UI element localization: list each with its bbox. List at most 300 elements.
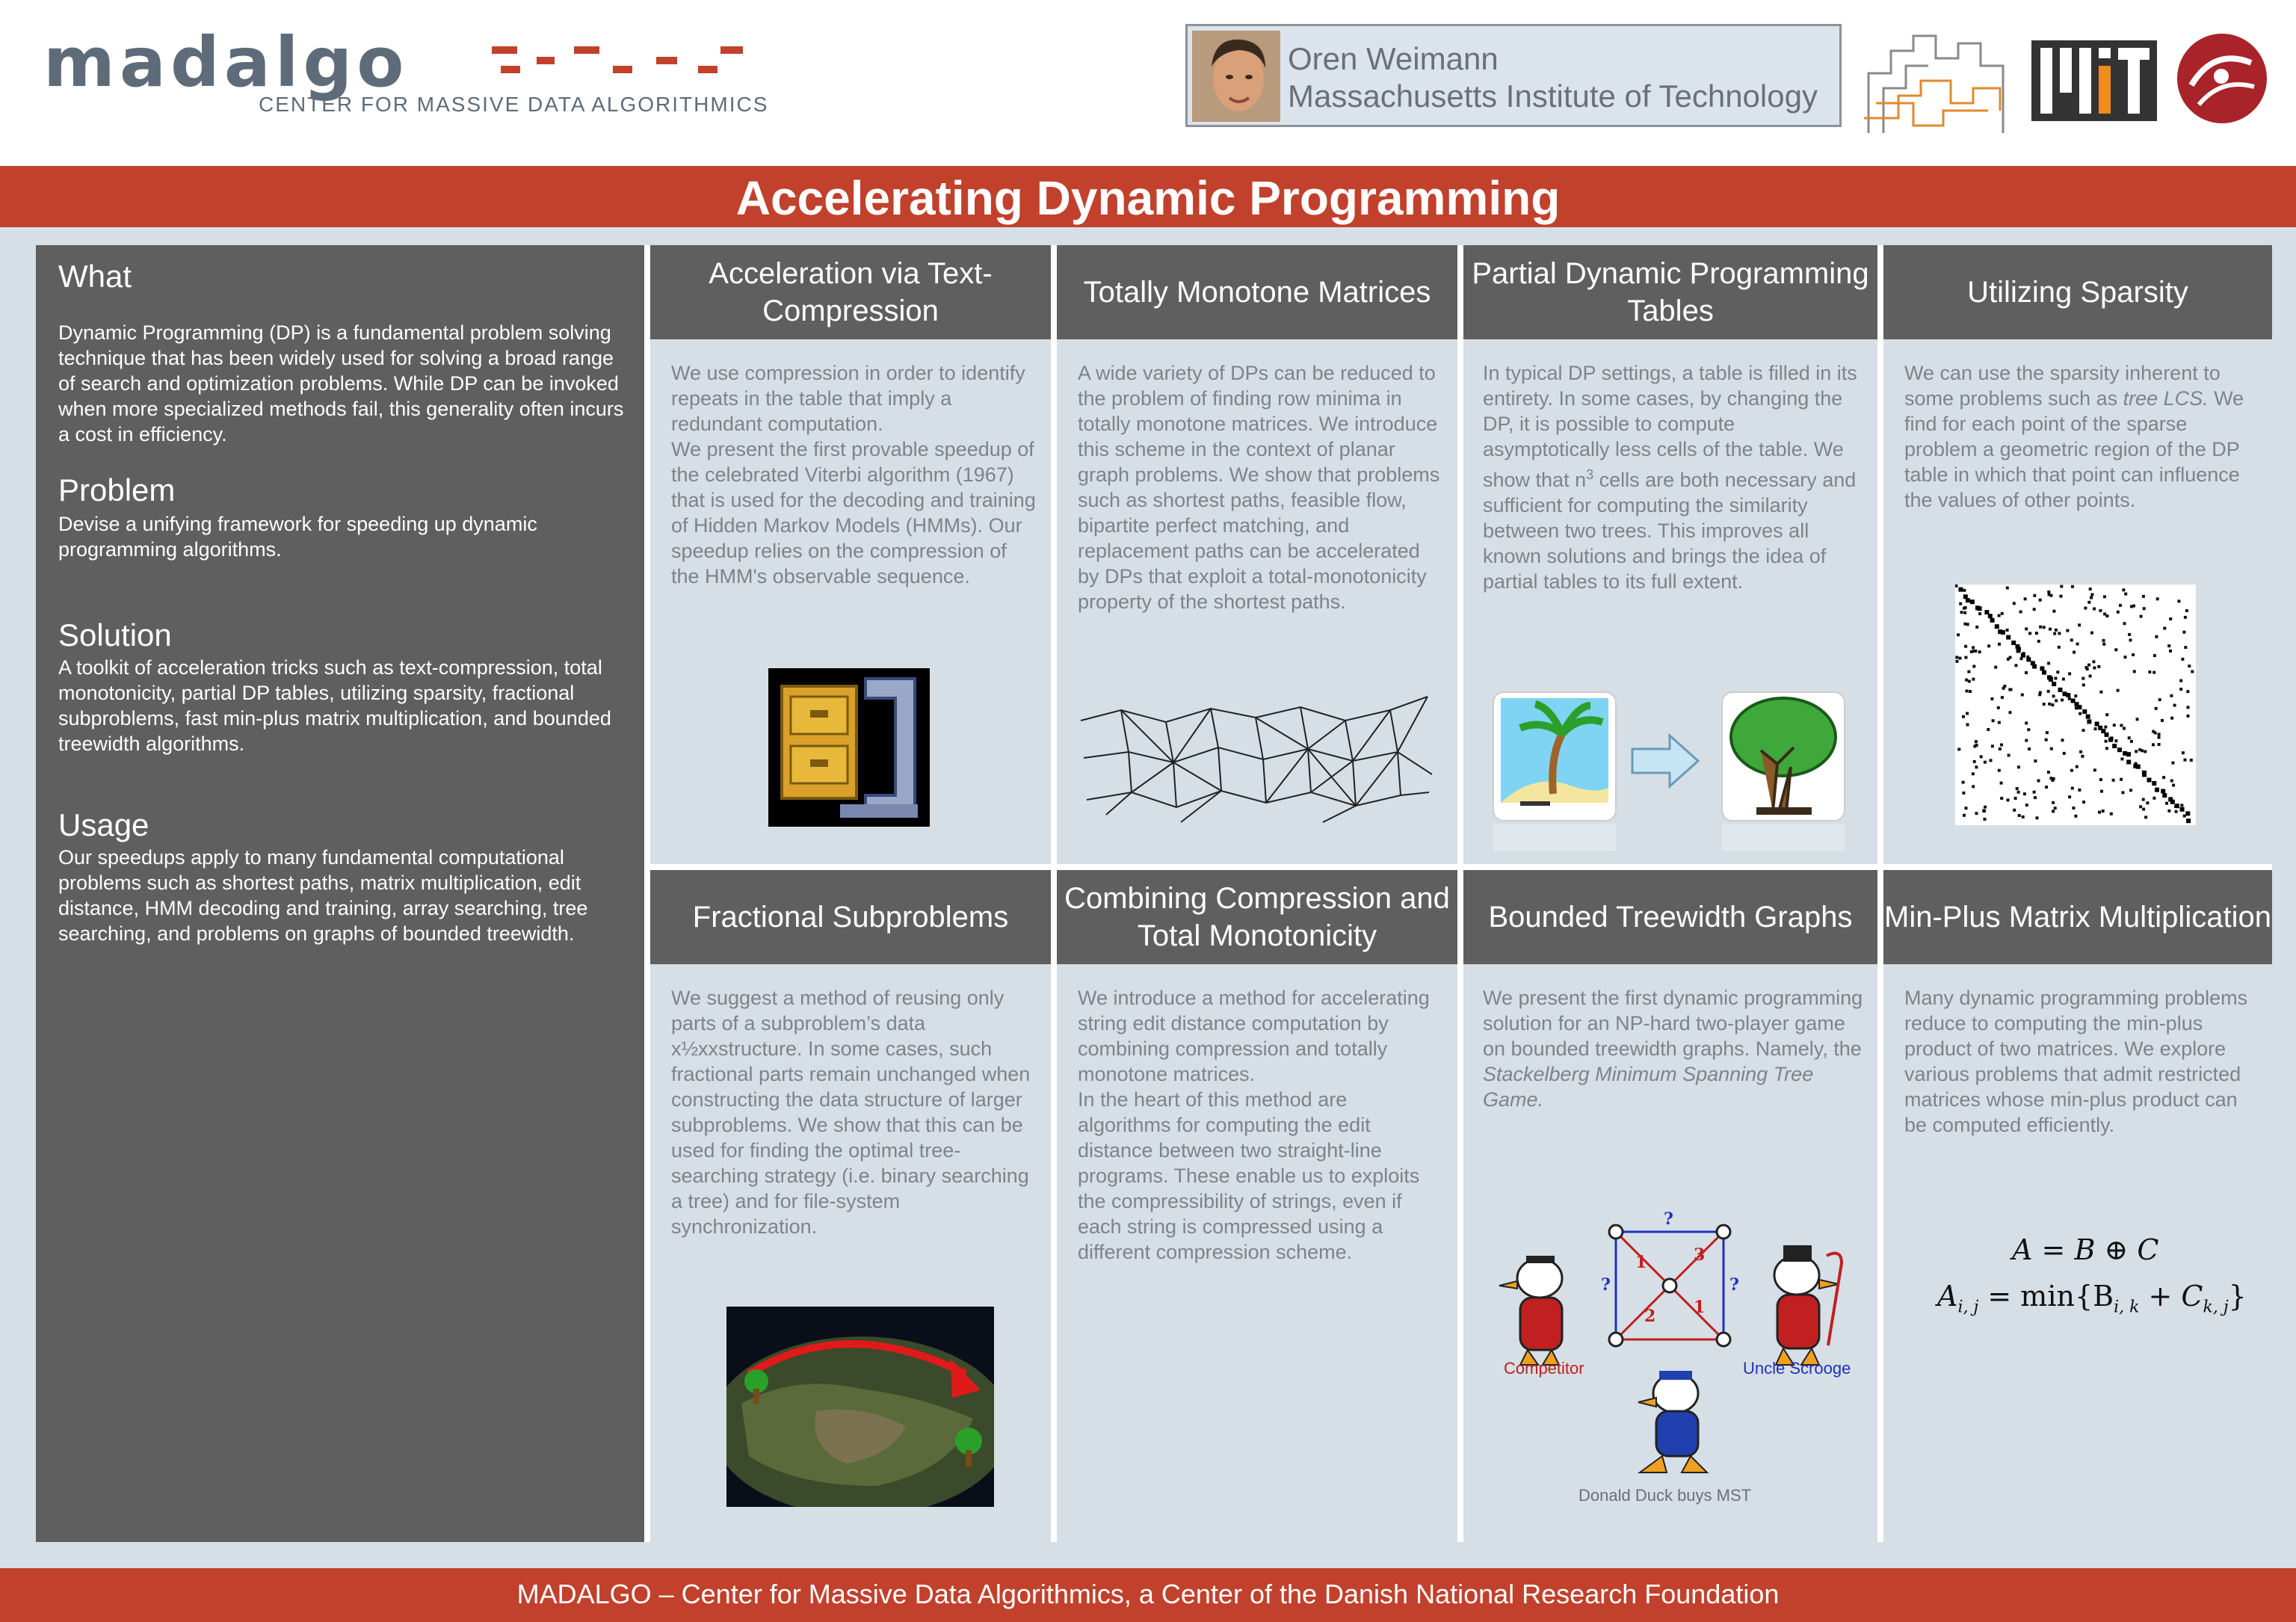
sparse-dot: [1969, 690, 1972, 693]
sparse-dot: [2063, 752, 2066, 755]
sparse-dot: [2090, 593, 2093, 596]
sparse-dot: [1963, 589, 1966, 592]
sparse-dot: [2006, 629, 2009, 632]
sparse-dot: [1955, 656, 1958, 659]
sparse-dot: [2034, 759, 2037, 762]
diagonal-dot: [2105, 733, 2109, 737]
sparse-dot: [2025, 671, 2028, 674]
problem-heading: Problem: [58, 472, 176, 508]
sparse-dot: [1959, 657, 1962, 660]
sparse-dot: [2015, 664, 2018, 667]
sparse-dot: [1964, 656, 1967, 659]
sparse-dot: [1965, 679, 1968, 682]
sparse-dot: [2184, 616, 2187, 619]
sparse-dot: [1975, 744, 1978, 747]
stackelberg-game-figure: [1490, 1211, 1864, 1510]
sparse-dot: [2076, 765, 2079, 768]
sparse-dot: [1984, 818, 1987, 821]
sparse-dot: [2143, 607, 2146, 610]
sparse-dot: [1978, 612, 1981, 615]
sparse-dot: [2104, 726, 2107, 729]
sparse-dot: [2058, 646, 2061, 649]
sparse-dot: [2133, 670, 2136, 673]
sparse-dot: [2006, 587, 2009, 590]
poster-title: Accelerating Dynamic Programming: [735, 171, 1561, 225]
sparse-dot: [1957, 748, 1960, 751]
earth-map-figure: [726, 1307, 994, 1507]
sparse-dot: [2039, 599, 2042, 602]
sparse-dot: [1962, 715, 1965, 718]
sparse-dot: [2013, 809, 2016, 812]
sparse-dot: [1998, 643, 2001, 646]
treewidth-text-a: We present the first dynamic programming solution for an NP-hard two-player game on bounded treewidth graphs. Namely, the: [1483, 987, 1863, 1060]
edge-label-w4: 1: [1694, 1298, 1706, 1317]
panel-heading-partial-tables: Partial Dynamic Programming Tables: [1463, 245, 1877, 339]
sparse-dot: [2105, 740, 2108, 743]
sparse-dot: [2171, 762, 2174, 765]
uncle-scrooge-icon: [1774, 1245, 1842, 1365]
sparse-dot: [1980, 755, 1983, 758]
sparse-dot: [2129, 789, 2132, 792]
sparse-dot: [2048, 593, 2051, 596]
diagonal-dot: [2180, 807, 2185, 812]
sparse-dot: [2000, 782, 2003, 785]
sparse-dot: [2025, 721, 2028, 724]
sparse-dot: [2079, 712, 2081, 715]
panel-heading-treewidth: Bounded Treewidth Graphs: [1463, 870, 1877, 964]
diagonal-dot: [2021, 653, 2025, 658]
sparse-dot: [2043, 703, 2046, 706]
formula-sub-kj: k, j: [2203, 1298, 2229, 1317]
sparse-dot: [2019, 611, 2022, 614]
sparse-dot: [2139, 805, 2142, 808]
madalgo-logo-tagline: CENTER FOR MASSIVE DATA ALGORITHMICS: [259, 93, 769, 116]
what-body: Dynamic Programming (DP) is a fundamental problem solving technique that has been widely used for solving a broad range of search and optimization problems. While DP can be invoked when more specialized methods fail, this generality often incurs a cost in efficiency.: [58, 321, 624, 445]
sparse-dot: [1966, 690, 1969, 693]
sparse-dot: [2043, 626, 2046, 629]
sparse-dot: [2047, 662, 2050, 664]
diagonal-dot: [2126, 760, 2131, 765]
what-heading: What: [58, 259, 132, 294]
sparse-dot: [2082, 729, 2085, 732]
sparse-dot: [2079, 750, 2082, 753]
sparse-dot: [2172, 784, 2175, 787]
sparse-dot: [1992, 719, 1995, 722]
sparse-dot: [2050, 747, 2053, 750]
sparse-dot: [2132, 653, 2135, 656]
sparse-dot: [2025, 804, 2028, 807]
sparse-dot: [2052, 694, 2055, 697]
edge-label-q3: ?: [1729, 1275, 1739, 1295]
author-box: [1185, 24, 1842, 127]
sparse-dot: [2052, 810, 2055, 812]
panel-body-min-plus: Many dynamic programming problems reduce to computing the min-plus product of two matrices. We explore various problems that admit restricted matrices whose min-plus product can be computed efficiently.: [1904, 987, 2248, 1136]
sparse-dot: [2173, 704, 2176, 707]
compression-clamp-icon: [768, 668, 930, 827]
sparse-dot: [2142, 798, 2145, 801]
sparse-dot: [2169, 617, 2172, 620]
sparse-dot: [2170, 780, 2173, 783]
formula-min-b: = min{B: [1978, 1280, 2114, 1313]
sparse-dot: [2124, 656, 2127, 659]
sparse-dot: [2099, 609, 2102, 612]
sparse-dot: [2112, 779, 2115, 782]
sparse-dot: [2039, 691, 2042, 694]
row-divider: [650, 864, 2272, 870]
sparse-dot: [2036, 816, 2039, 819]
madalgo-logo-dashes: [484, 43, 746, 81]
sparse-dot: [2017, 765, 2020, 768]
formula-sub-ik: i, k: [2114, 1298, 2140, 1317]
panel-heading-fractional: Fractional Subproblems: [650, 870, 1051, 964]
sparse-dot: [2070, 769, 2073, 772]
sparse-dot: [1972, 678, 1975, 681]
sparse-dot: [1998, 769, 2001, 772]
sparsity-text-a: We can use the sparsity inherent to some problems such as: [1904, 362, 2221, 410]
left-column: [36, 245, 644, 1542]
sparse-dot: [2167, 644, 2170, 647]
panel-heading-sparsity: Utilizing Sparsity: [1883, 245, 2272, 339]
sparse-dot: [2093, 608, 2096, 611]
sparse-dot: [2120, 778, 2123, 781]
sparse-dot: [2098, 811, 2101, 814]
sparse-dot: [1975, 740, 1978, 743]
diagonal-dot: [2082, 709, 2087, 714]
sparse-dot: [2076, 643, 2079, 646]
partial-tables-text-b: cells are both necessary and sufficient for computing the similarity between two trees. This improves all known solutions and brings the idea of partial tables to its full extent.: [1483, 469, 1857, 593]
diagonal-dot: [2026, 657, 2031, 662]
diagonal-dot: [1970, 599, 1975, 604]
sparse-dot: [2049, 628, 2052, 631]
sparse-dot: [2105, 747, 2108, 750]
diagonal-dot: [2170, 800, 2175, 804]
sparse-dot: [2068, 697, 2071, 700]
sparse-dot: [2009, 656, 2012, 659]
sparse-dot: [2045, 786, 2048, 789]
sparse-dot: [2054, 807, 2057, 810]
sparse-dot: [2179, 679, 2182, 682]
sparse-dot: [2132, 605, 2135, 608]
sparse-dot: [2186, 690, 2189, 693]
sparse-dot: [2052, 610, 2055, 613]
sparse-dot: [2099, 778, 2102, 781]
author-photo: [1192, 31, 1280, 122]
sparse-dot: [1991, 744, 1994, 747]
sparse-dot: [1972, 646, 1975, 649]
sparse-dot: [2090, 596, 2093, 599]
sparse-dot: [2105, 713, 2108, 716]
sparse-dot: [2105, 614, 2108, 617]
formula-a: A: [1937, 1280, 1958, 1313]
sparse-dot: [2039, 626, 2042, 629]
sparse-dot: [2155, 635, 2158, 638]
sparse-dot: [2046, 731, 2049, 734]
sparse-dot: [2136, 718, 2139, 721]
sparse-dot: [2100, 790, 2103, 793]
diagonal-dot: [1990, 618, 1995, 623]
sparse-dot: [1965, 807, 1968, 810]
sparse-dot: [1999, 747, 2002, 750]
sparse-dot: [1997, 706, 2000, 709]
diagonal-dot: [1978, 606, 1982, 611]
diagonal-dot: [2185, 811, 2190, 815]
sparse-dot: [2130, 740, 2133, 743]
column-divider: [1877, 245, 1883, 1542]
sparse-dot: [1962, 792, 1965, 795]
sparse-dot: [1987, 728, 1990, 731]
sparse-dot: [2017, 791, 2020, 794]
sparse-dot: [2089, 588, 2092, 590]
sparse-dot: [2045, 738, 2048, 741]
madalgo-logo-wordmark: madalgo: [43, 22, 409, 102]
sparse-dot: [2070, 638, 2073, 641]
sparse-dot: [2001, 612, 2004, 615]
sparse-dot: [2060, 595, 2063, 598]
sparse-dot: [2142, 808, 2145, 811]
sparse-dot: [2183, 815, 2186, 818]
sparse-dot: [2117, 689, 2120, 692]
sparse-dot: [2110, 812, 2113, 815]
sparse-dot: [2177, 599, 2180, 602]
diagonal-dot: [2152, 781, 2156, 786]
sparse-dot: [1963, 814, 1966, 817]
university-seal-logo: [2176, 33, 2268, 124]
sparse-dot: [2093, 768, 2096, 771]
sparse-dot: [2000, 744, 2003, 747]
diagonal-dot: [1984, 610, 1989, 614]
diagonal-dot: [2147, 778, 2152, 783]
sparse-dot: [2087, 601, 2090, 604]
sparse-dot: [2009, 711, 2012, 714]
sparse-dot: [2078, 789, 2081, 792]
sparse-dot: [2071, 787, 2074, 790]
sparse-dot: [2167, 810, 2170, 812]
sparse-dot: [2072, 807, 2075, 810]
partial-tables-superscript: 3: [1586, 467, 1594, 482]
sparse-dot: [1998, 614, 2001, 617]
sparse-dot: [2114, 739, 2117, 742]
panel-heading-min-plus: Min-Plus Matrix Multiplication: [1883, 870, 2272, 964]
sparse-dot: [1994, 666, 1997, 669]
sparse-dot: [2182, 631, 2185, 634]
sparse-dot: [2163, 627, 2166, 630]
diagonal-dot: [2087, 719, 2091, 724]
sparse-matrix-figure: [1955, 585, 2196, 825]
sparse-dot: [2113, 724, 2116, 727]
sparse-dot: [2074, 815, 2077, 818]
problem-body: Devise a unifying framework for speeding up dynamic programming algorithms.: [58, 513, 537, 561]
sparse-dot: [2162, 776, 2165, 779]
author-name: Oren Weimann: [1288, 41, 1499, 76]
sparse-dot: [2027, 728, 2030, 731]
sparse-dot: [2161, 719, 2164, 722]
sparse-dot: [2099, 691, 2102, 694]
sparse-dot: [1959, 602, 1962, 605]
sparse-dot: [2092, 660, 2095, 663]
diagonal-dot: [2052, 682, 2056, 686]
sparse-dot: [2002, 687, 2005, 690]
sparse-dot: [2180, 804, 2183, 807]
sparse-dot: [2023, 792, 2026, 795]
sparse-dot: [2144, 750, 2147, 753]
column-divider: [1051, 245, 1057, 1542]
sparse-dot: [2093, 667, 2096, 670]
diagonal-dot: [2155, 788, 2159, 792]
sparse-dot: [2074, 694, 2077, 697]
sparse-dot: [2153, 654, 2156, 657]
sparse-dot: [1966, 724, 1969, 727]
sparse-dot: [2187, 715, 2190, 718]
sparse-dot: [2037, 780, 2040, 783]
sparse-dot: [1984, 761, 1987, 764]
sparse-dot: [2188, 664, 2191, 667]
diagonal-dot: [2112, 744, 2117, 748]
sparsity-text-b: We find for each point of the sparse problem a geometric region of the DP table in which that point can influence the values of other points.: [1904, 387, 2244, 511]
diagonal-dot: [1955, 585, 1957, 588]
sparse-dot: [2094, 727, 2097, 730]
sparse-dot: [2014, 797, 2017, 800]
sparse-dot: [2170, 694, 2173, 697]
sparse-dot: [1987, 644, 1990, 647]
sparse-dot: [2068, 795, 2071, 798]
sparse-dot: [2016, 787, 2019, 790]
diagonal-dot: [1988, 614, 1993, 618]
formula-line-1: A = B ⊕ C: [2012, 1233, 2159, 1266]
sparse-dot: [2025, 739, 2028, 742]
sparse-dot: [2152, 730, 2155, 733]
panel-body-combining: We introduce a method for accelerating string edit distance computation by combining compression and totally monotone matrices. In the heart of this method are algorithms for computing the edit distance between two straight-line programs. These enable us to exploits the compressibility of strings, even if each string is compressed using a different compression scheme.: [1078, 987, 1430, 1263]
sparse-dot: [2155, 707, 2158, 710]
sparse-dot: [2052, 777, 2055, 780]
sparse-dot: [2184, 759, 2187, 762]
sparse-dot: [2144, 815, 2147, 818]
diagonal-dot: [2040, 666, 2044, 670]
edge-label-q2: ?: [1601, 1275, 1611, 1295]
uncle-scrooge-label: Uncle Scrooge: [1743, 1359, 1851, 1378]
sparse-dot: [1990, 759, 1993, 762]
sparse-dot: [2058, 632, 2061, 635]
sparse-dot: [1975, 626, 1978, 629]
sparse-dot: [2051, 703, 2054, 706]
sparse-dot: [2028, 747, 2031, 750]
diagonal-dot: [2058, 688, 2063, 692]
panel-heading-text-compression: Acceleration via Text-Compression: [650, 245, 1051, 339]
sparse-dot: [2035, 632, 2038, 635]
sparse-dot: [2033, 594, 2036, 597]
sparse-dot: [2084, 607, 2087, 610]
sparse-dot: [2129, 638, 2132, 641]
sparse-dot: [2047, 690, 2050, 693]
sparse-dot: [2078, 623, 2081, 626]
donald-duck-icon: [1638, 1371, 1707, 1473]
sparse-dot: [2124, 593, 2127, 596]
sparse-dot: [2146, 801, 2149, 804]
sparse-dot: [2060, 585, 2063, 588]
sparse-dot: [1998, 721, 2001, 724]
planar-graph-figure: [1076, 688, 1434, 825]
formula-sub-ij: i, j: [1957, 1298, 1979, 1317]
sparse-dot: [1956, 660, 1959, 663]
sparse-dot: [2007, 798, 2010, 801]
sparse-dot: [2122, 588, 2125, 591]
panel-body-text-compression: We use compression in order to identify repeats in the table that imply a redundant computation. We present the first provable speedup of the celebrated Viterbi algorithm (1967) that is used for the decoding and training of Hidden Markov Models (HMMs). Our speedup relies on the compression of the HMM's observable sequence.: [671, 362, 1036, 588]
edge-label-w2: 3: [1694, 1245, 1706, 1265]
sparse-dot: [2081, 677, 2084, 680]
title-band: [0, 166, 2296, 227]
sparse-dot: [2037, 640, 2040, 643]
sparse-dot: [1966, 623, 1969, 626]
diagonal-dot: [2006, 635, 2010, 640]
sparse-dot: [1973, 760, 1976, 763]
sparse-dot: [2170, 717, 2173, 720]
panel-body-sparsity: [1904, 360, 2256, 513]
sparse-dot: [2114, 648, 2117, 651]
edge-label-w3: 2: [1644, 1307, 1656, 1326]
diagonal-dot: [2016, 648, 2021, 653]
sparse-dot: [1960, 611, 1963, 614]
sparse-dot: [1967, 670, 1970, 673]
diagonal-dot: [2001, 630, 2005, 635]
sparse-dot: [2053, 632, 2056, 635]
diagonal-dot: [2042, 670, 2046, 675]
treewidth-italic: Stackelberg Minimum Spanning Tree Game.: [1483, 1063, 1814, 1111]
column-divider: [1457, 245, 1463, 1542]
sparse-dot: [2156, 597, 2159, 600]
sparse-dot: [2087, 664, 2090, 667]
sparse-dot: [2025, 627, 2028, 630]
sparse-dot: [1983, 810, 1986, 812]
diagonal-dot: [2126, 752, 2131, 756]
sparse-dot: [2123, 622, 2126, 625]
sparse-dot: [2022, 815, 2025, 818]
sparse-dot: [2169, 650, 2172, 653]
usage-body: Our speedups apply to many fundamental computational problems such as shortest paths, matrix multiplication, edit distance, HMM decoding and training, array searching, tree searching, and problems on graphs of bounded treewidth.: [58, 846, 588, 945]
sparse-dot: [2001, 696, 2004, 699]
sparse-dot: [2052, 801, 2055, 804]
sparse-dot: [2056, 670, 2059, 673]
sparse-dot: [2140, 615, 2143, 618]
diagonal-dot: [2108, 738, 2113, 742]
diagonal-dot: [2066, 693, 2070, 697]
diagonal-dot: [1995, 624, 1999, 629]
city-logo: [1861, 28, 2008, 138]
sparse-dot: [2062, 678, 2065, 681]
sparse-dot: [2008, 754, 2010, 757]
donald-duck-label: Donald Duck buys MST: [1578, 1486, 1752, 1505]
sparse-dot: [1972, 772, 1975, 775]
sparse-dot: [1962, 781, 1965, 784]
sparse-dot: [2033, 608, 2036, 611]
diagonal-dot: [1966, 598, 1970, 602]
sparse-dot: [1974, 650, 1977, 653]
sparse-dot: [2055, 629, 2058, 632]
sparse-dot: [2185, 609, 2188, 612]
sparse-dot: [2073, 651, 2076, 654]
sparse-dot: [2184, 646, 2187, 649]
sparse-dot: [2152, 743, 2155, 746]
edge-label-q1: ?: [1664, 1211, 1673, 1229]
solution-body: A toolkit of acceleration tricks such as text-compression, total monotonicity, partial DP tables, utilizing sparsity, fractional subproblems, fast min-plus matrix multiplication, and bounded treewidth algorithms.: [58, 656, 611, 755]
sparse-dot: [2066, 629, 2069, 632]
competitor-duck-icon: [1499, 1256, 1562, 1365]
sparse-dot: [2090, 632, 2093, 635]
sparse-dot: [1978, 650, 1981, 653]
sparse-dot: [2103, 595, 2106, 598]
usage-heading: Usage: [58, 807, 149, 842]
panel-body-monotone: A wide variety of DPs can be reduced to the problem of finding row minima in totally monotone matrices. We introduce this scheme in the context of planar graph problems. We show that problems such as shortest paths, feasible flow, bipartite perfect matching, and replacement paths can be accelerated by DPs that exploit a total-monotonicity property of the shortest paths.: [1078, 362, 1440, 613]
sparse-dot: [2055, 677, 2058, 680]
sparse-dot: [1966, 712, 1969, 715]
